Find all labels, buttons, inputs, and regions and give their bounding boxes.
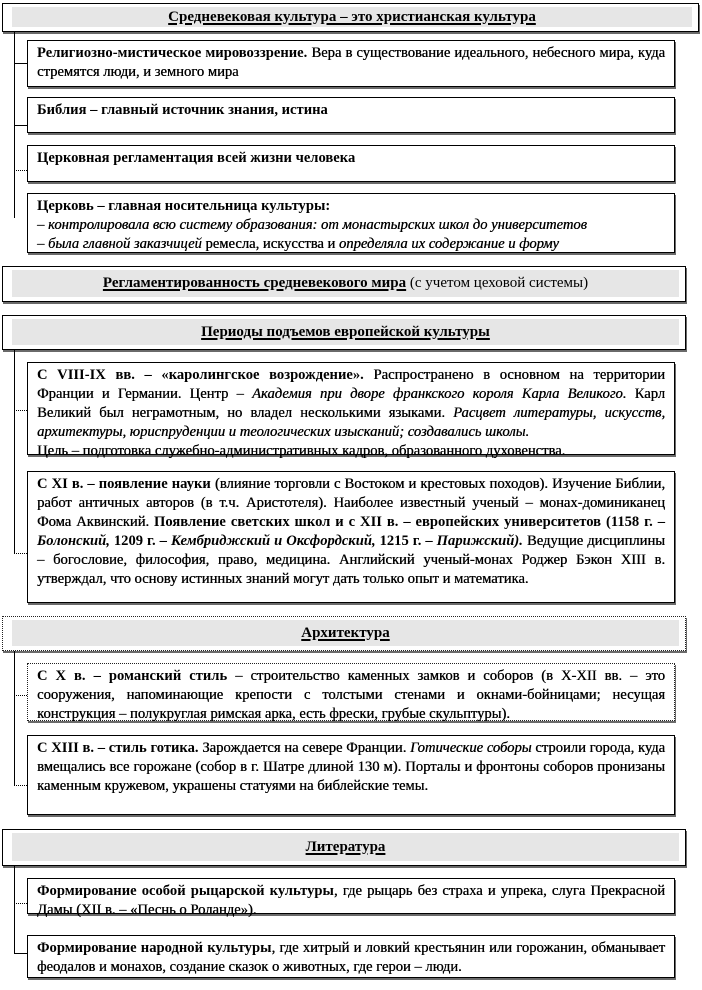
- text-segment: , где рыцарь без страха и упрека, слуга Прекрасной Дамы (XII в. – «Песнь о Роланде»).: [37, 883, 665, 918]
- text-segment: – была главной заказчицей: [37, 236, 206, 252]
- connector-line: [14, 63, 27, 64]
- text-block-science: [27, 471, 675, 603]
- rich-text: [103, 275, 588, 292]
- text-block-bible: [27, 97, 675, 133]
- text-block-church-regulation: [27, 145, 675, 182]
- section-title: Литература: [305, 838, 386, 855]
- section-header-christian-culture: [2, 3, 699, 32]
- connector-line: [14, 410, 27, 411]
- rich-text: [37, 476, 665, 587]
- text-segment: Парижский).: [436, 533, 523, 549]
- connector-line: [14, 350, 15, 553]
- header-fill: [12, 270, 679, 297]
- text-block-worldview: [27, 40, 675, 87]
- rich-text: [37, 740, 665, 794]
- header-fill: [12, 7, 692, 27]
- text-segment: ремесла, искусства и: [205, 236, 339, 252]
- rich-text: [37, 367, 665, 459]
- connector-line: [14, 651, 15, 785]
- rich-text: [37, 883, 665, 918]
- rich-text: [37, 198, 587, 252]
- connector-line: [14, 785, 27, 786]
- section-title: Архитектура: [301, 624, 390, 641]
- text-segment: Расцвет литературы, искусств, архитектуры, юриспруденции и теологических изысканий; создавались школы.: [37, 405, 665, 440]
- text-segment: Регламентированность средневекового мира: [102, 275, 407, 291]
- text-segment: Церковь – главная носительница культуры:: [37, 198, 331, 214]
- connector-line: [14, 695, 27, 696]
- text-segment: 1215 г. –: [375, 533, 437, 549]
- header-fill: [12, 620, 679, 646]
- rich-text: [37, 45, 665, 80]
- connector-line: [14, 866, 15, 954]
- text-block-gothic: [27, 735, 675, 815]
- text-segment: Распространено в основном на территории Франции и Германии. Центр –: [37, 367, 665, 402]
- text-segment: С XIII в. – стиль готика.: [37, 740, 199, 756]
- section-header-architecture: [2, 616, 686, 651]
- text-segment: Кембриджский и Оксфордский,: [170, 533, 376, 549]
- text-segment: С XI в. – появление науки: [37, 476, 211, 492]
- text-segment: строили города, куда вмещались все горожане (собор в г. Шатре длиной 130 м). Порталы и фронтоны соборов пронизаны каменным кружевом, украшены статуями на библейские темы.: [37, 740, 666, 794]
- text-block-carolingian: [27, 362, 675, 459]
- text-segment: определяла их содержание и форму: [338, 236, 559, 252]
- text-segment: – контролировала всю систему образования: от монастырских школ до университетов: [37, 217, 587, 233]
- text-segment: Карл Великий был неграмотным, но владел несколькими языками.: [37, 386, 665, 421]
- text-segment: Академия при дворе франкского короля Карла Великого.: [251, 386, 627, 402]
- text-segment: Формирование народной культуры: [37, 940, 272, 956]
- rich-text: [37, 102, 328, 118]
- section-title: Средневековая культура – это христианская культура: [168, 8, 536, 25]
- connector-line: [14, 903, 27, 904]
- text-segment: (с учетом цеховой системы): [406, 275, 589, 291]
- section-header-periods: [2, 315, 686, 350]
- connector-line: [14, 953, 27, 954]
- text-block-knight-culture: [27, 878, 675, 918]
- text-segment: 1209 г. –: [109, 533, 171, 549]
- text-segment: , где хитрый и ловкий крестьянин или горожанин, обманывает феодалов и монахов, создание сказок о животных, где герои – люди.: [37, 940, 665, 975]
- text-segment: С VIII-IX вв. – «каролингское возрождение».: [37, 367, 364, 383]
- text-segment: – строительство каменных замков и соборов (в X-XII вв. – это сооружения, напоминающие крепости с толстыми стенами и окнами-бойницами; несущая конструкция – полукруглая римская арка, есть фрески, грубые скульптуры).: [37, 668, 665, 722]
- rich-text: [37, 668, 665, 722]
- text-segment: Готические соборы: [409, 740, 532, 756]
- text-segment: Библия – главный источник знания, истина: [37, 102, 328, 118]
- connector-line: [14, 553, 27, 554]
- header-fill: [12, 319, 679, 345]
- text-segment: Церковная регламентация всей жизни человека: [37, 150, 356, 166]
- text-segment: Появление светских школ и с XII в. – европейских университетов (1158 г. –: [154, 514, 665, 530]
- text-segment: Цель – подготовка служебно-административных кадров, образованного духовенства.: [37, 443, 566, 459]
- text-block-romanesque: [27, 663, 675, 721]
- text-block-folk-culture: [27, 935, 675, 978]
- section-header-regulation: [2, 266, 686, 302]
- text-block-church-culture: [27, 193, 675, 253]
- section-header-literature: [2, 829, 686, 866]
- text-segment: Болонский,: [37, 533, 110, 549]
- text-segment: Ведущие дисциплины – богословие, философия, право, медицина. Английский ученый-монах Роджер Бэкон XIII в. утверждал, что основу истинных знаний могут дать только опыт и математика.: [37, 533, 665, 587]
- text-segment: Формирование особой рыцарской культуры: [37, 883, 334, 899]
- rich-text: [37, 940, 665, 975]
- header-fill: [12, 833, 679, 861]
- text-segment: С X в. – романский стиль: [37, 668, 228, 684]
- text-segment: Религиозно-мистическое мировоззрение.: [37, 45, 308, 61]
- text-segment: (влияние торговли с Востоком и крестовых походов). Изучение Библии, работ античных авторов (в т.ч. Аристотеля). Наиболее известный ученый – монах-доминиканец Фома Аквинский.: [37, 476, 665, 530]
- connector-line: [14, 125, 27, 126]
- section-title: Периоды подъемов европейской культуры: [201, 323, 490, 340]
- text-segment: Вера в существование идеального, небесного мира, куда стремятся люди, и земного мира: [37, 45, 665, 80]
- connector-line: [14, 170, 27, 171]
- text-segment: Зарождается на севере Франции.: [198, 740, 410, 756]
- rich-text: [37, 150, 355, 166]
